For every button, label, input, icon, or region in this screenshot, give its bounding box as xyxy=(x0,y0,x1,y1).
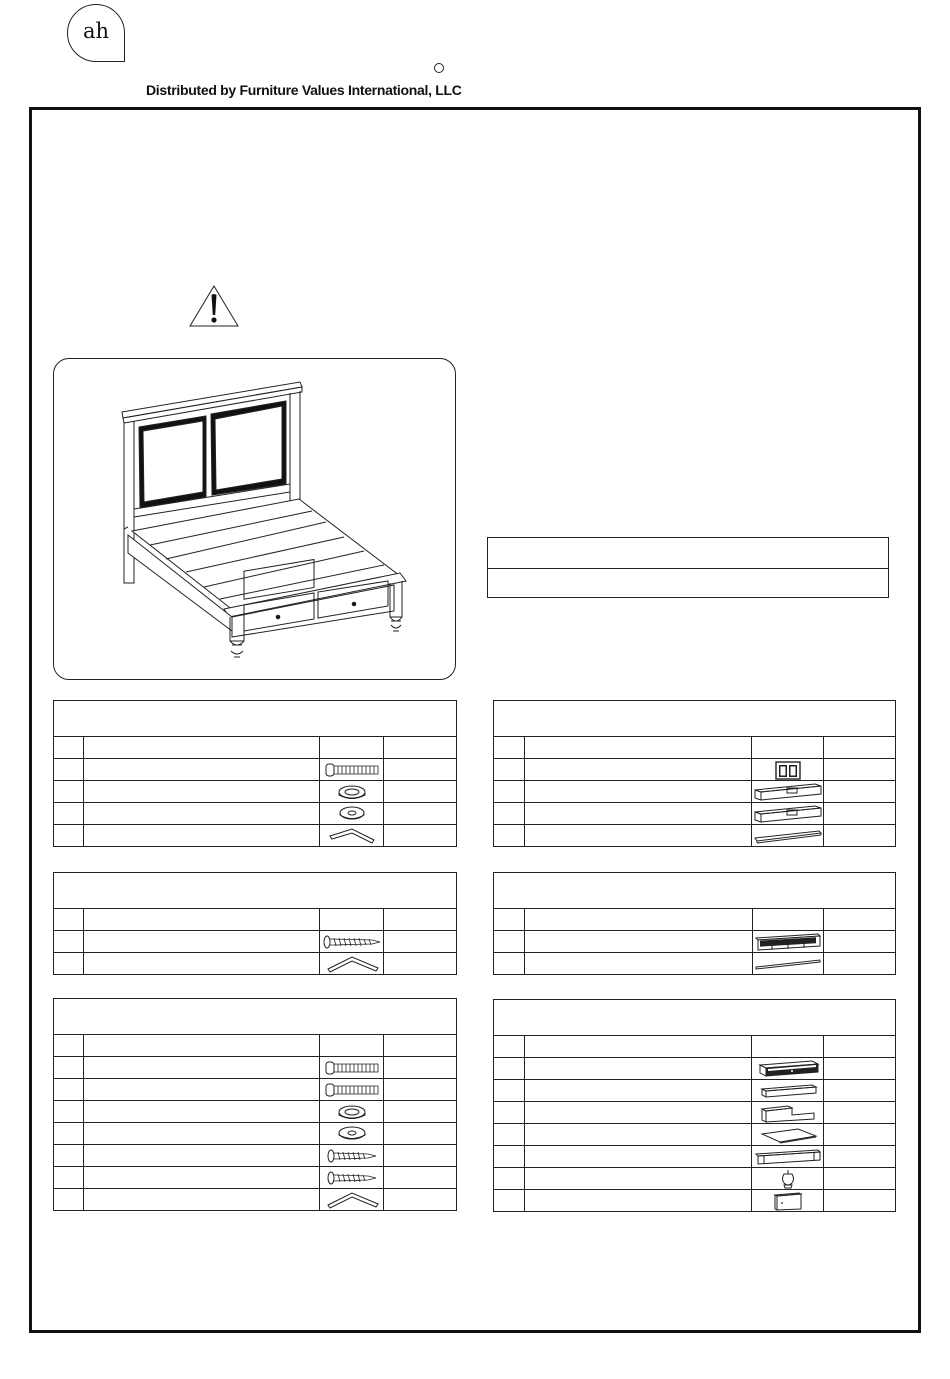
side-rail-icon xyxy=(753,782,823,802)
table-row xyxy=(494,803,896,825)
wood-screw-icon xyxy=(322,933,382,951)
slat-icon xyxy=(753,827,823,845)
board-icon xyxy=(771,1191,805,1211)
table-row xyxy=(494,1168,896,1190)
table-row xyxy=(54,1057,457,1079)
table-header-row xyxy=(494,909,896,931)
table-row xyxy=(54,1167,457,1189)
info-row xyxy=(488,538,888,568)
table-row xyxy=(494,1190,896,1212)
hardware-table-2 xyxy=(53,872,457,975)
table-row xyxy=(54,1079,457,1101)
table-row xyxy=(54,825,457,847)
allen-key-icon xyxy=(324,954,380,974)
table-row xyxy=(494,931,896,953)
distributor-line: Distributed by Furniture Values International, LLC xyxy=(146,82,462,98)
table-header-row xyxy=(54,1035,457,1057)
info-box xyxy=(487,537,889,598)
long-bolt-icon xyxy=(324,1081,380,1099)
headboard-panel-icon xyxy=(773,760,803,780)
side-rail-icon xyxy=(753,804,823,824)
table-row xyxy=(54,931,457,953)
drawer-side-icon xyxy=(758,1082,818,1100)
allen-key-icon xyxy=(324,1190,380,1210)
component-table-3 xyxy=(493,999,896,1212)
flat-washer-icon xyxy=(332,1125,372,1143)
warning-triangle-icon xyxy=(188,284,240,328)
table-row xyxy=(494,825,896,847)
table-title xyxy=(54,999,457,1035)
table-row xyxy=(54,1123,457,1145)
table-title xyxy=(54,873,457,909)
table-row xyxy=(54,803,457,825)
table-row xyxy=(494,1080,896,1102)
table-title xyxy=(494,873,896,909)
table-header-row xyxy=(54,909,457,931)
logo-text: ah xyxy=(82,19,110,43)
table-row xyxy=(54,781,457,803)
component-table-1 xyxy=(493,700,896,847)
table-row xyxy=(54,953,457,975)
panel-board-icon xyxy=(758,1126,818,1144)
drawer-back-icon xyxy=(758,1103,818,1123)
long-bolt-icon xyxy=(324,761,380,779)
component-table-2 xyxy=(493,872,896,975)
table-title xyxy=(54,701,457,737)
table-header-row xyxy=(494,737,896,759)
info-row xyxy=(488,568,888,598)
hardware-table-1 xyxy=(53,700,457,847)
table-row xyxy=(494,953,896,975)
table-title xyxy=(494,1000,896,1036)
hardware-table-3 xyxy=(53,998,457,1211)
allen-key-icon xyxy=(326,826,378,846)
brand-logo xyxy=(67,4,125,62)
wood-screw-icon xyxy=(326,1169,378,1187)
table-row xyxy=(494,1102,896,1124)
registered-mark-icon xyxy=(434,63,444,73)
table-row xyxy=(494,1058,896,1080)
flat-washer-icon xyxy=(332,805,372,823)
lock-washer-icon xyxy=(332,783,372,801)
table-row xyxy=(494,759,896,781)
table-row xyxy=(494,1124,896,1146)
table-header-row xyxy=(54,737,457,759)
table-title xyxy=(494,701,896,737)
support-rod-icon xyxy=(754,957,822,971)
leg-icon xyxy=(778,1169,798,1189)
long-bolt-icon xyxy=(324,1059,380,1077)
center-rail-icon xyxy=(754,932,822,952)
table-row xyxy=(494,1146,896,1168)
wood-screw-icon xyxy=(326,1147,378,1165)
table-row xyxy=(494,781,896,803)
table-row xyxy=(54,759,457,781)
rail-icon xyxy=(754,1148,822,1166)
table-row xyxy=(54,1145,457,1167)
bed-illustration-box xyxy=(53,358,456,680)
drawer-icon xyxy=(756,1059,820,1079)
bed-illustration xyxy=(54,359,457,681)
lock-washer-icon xyxy=(332,1103,372,1121)
table-row xyxy=(54,1101,457,1123)
table-header-row xyxy=(494,1036,896,1058)
table-row xyxy=(54,1189,457,1211)
